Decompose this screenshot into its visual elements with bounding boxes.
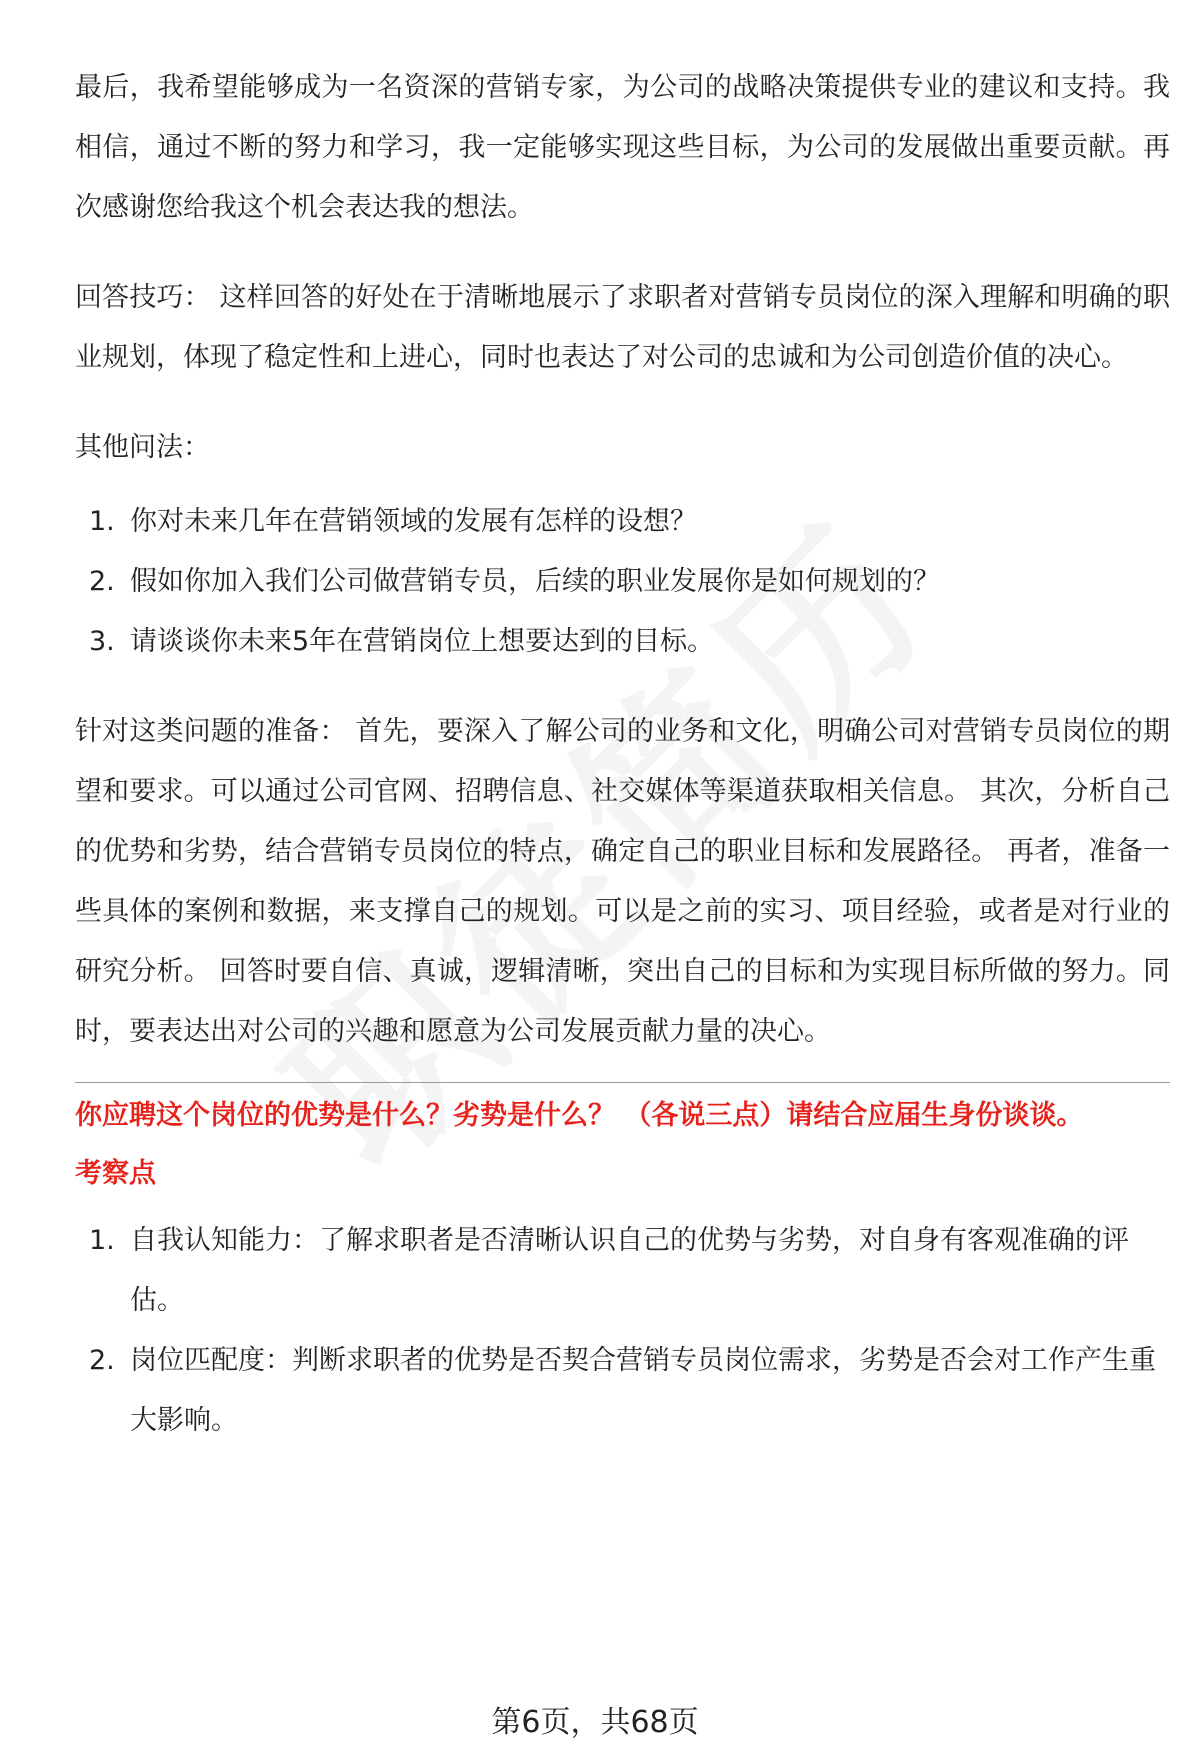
list-item: 2. 假如你加入我们公司做营销专员，后续的职业发展你是如何规划的？ <box>89 566 940 597</box>
list-item: 1. 自我认知能力：了解求职者是否清晰认识自己的优势与劣势，对自身有客观准确的评估。 <box>89 1225 1129 1316</box>
section-divider <box>75 1082 1170 1083</box>
list-item: 1. 你对未来几年在营销领域的发展有怎样的设想？ <box>89 506 697 537</box>
list-item: 2. 岗位匹配度：判断求职者的优势是否契合营销专员岗位需求，劣势是否会对工作产生重大影响。 <box>89 1345 1156 1436</box>
list-item: 3. 请谈谈你未来5年在营销岗位上想要达到的目标。 <box>89 626 715 657</box>
other-questions-list <box>75 492 1170 672</box>
question-title: 你应聘这个岗位的优势是什么？劣势是什么？ （各说三点）请结合应届生身份谈谈。 <box>75 1100 1084 1131</box>
paragraph-other-questions-label: 其他问法： <box>75 432 210 463</box>
assessment-points-list <box>75 1211 1170 1451</box>
page-content <box>75 58 1170 1481</box>
paragraph-answer-tips: 回答技巧： 这样回答的好处在于清晰地展示了求职者对营销专员岗位的深入理解和明确的职业规划，体现了稳定性和上进心，同时也表达了对公司的忠诚和为公司创造价值的决心。 <box>75 282 1170 373</box>
paragraph-closing: 最后，我希望能够成为一名资深的营销专家，为公司的战略决策提供专业的建议和支持。我相信，通过不断的努力和学习，我一定能够实现这些目标，为公司的发展做出重要贡献。再次感谢您给我这个机会表达我的想法。 <box>75 72 1170 223</box>
question-subtitle: 考察点 <box>75 1158 156 1189</box>
paragraph-preparation: 针对这类问题的准备： 首先，要深入了解公司的业务和文化，明确公司对营销专员岗位的期望和要求。可以通过公司官网、招聘信息、社交媒体等渠道获取相关信息。 其次，分析自己的优势和劣势，结合营销专员岗位的特点，确定自己的职业目标和发展路径。 再者，准备一些具体的案例和数据，来支撑自己的规划。可以是之前的实习、项目经验，或者是对行业的研究分析。 回答时要自信、真诚，逻辑清晰，突出自己的目标和为实现目标所做的努力。同时，要表达出对公司的兴趣和愿意为公司发展贡献力量的决心。 <box>75 716 1170 1047</box>
page-number: 第6页，共68页 <box>491 1705 699 1740</box>
